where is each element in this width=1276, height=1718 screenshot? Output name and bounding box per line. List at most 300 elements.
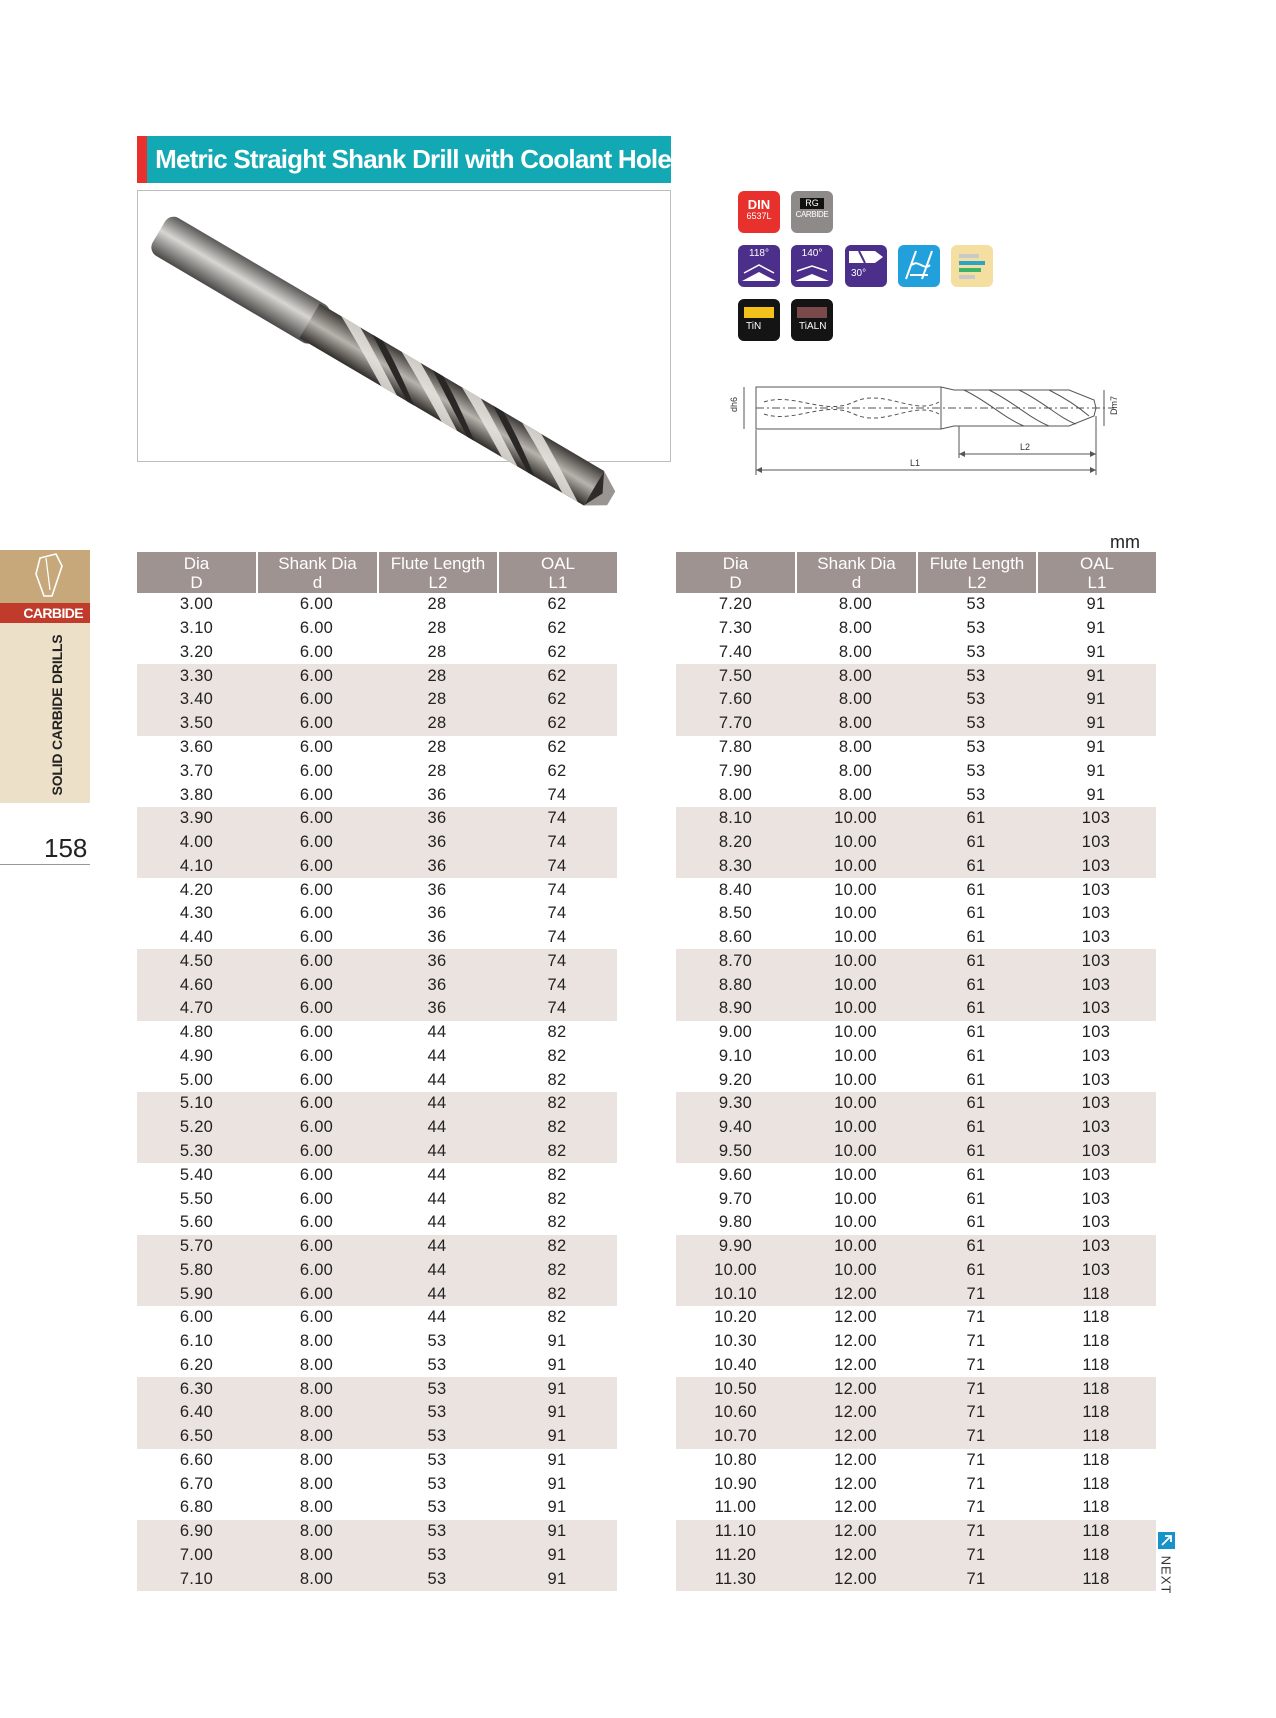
cell-shank-dia: 10.00 xyxy=(795,949,916,973)
cell-shank-dia: 10.00 xyxy=(834,1213,877,1232)
cell-oal: 82 xyxy=(497,1140,617,1164)
cell-flute-length: 44 xyxy=(427,1046,447,1065)
cell-shank-dia: 8.00 xyxy=(795,712,916,736)
table-row xyxy=(137,997,617,1021)
cell-flute-length: 53 xyxy=(427,1498,447,1517)
table-row xyxy=(137,1472,617,1496)
cell-dia: 4.80 xyxy=(179,1023,214,1042)
cell-flute-length: 71 xyxy=(916,1377,1036,1401)
table-row xyxy=(676,1021,1156,1045)
cell-oal: 91 xyxy=(497,1425,617,1449)
table-row xyxy=(137,1354,617,1378)
cell-shank-dia: 6.00 xyxy=(256,949,377,973)
cell-dia: 7.90 xyxy=(718,761,753,780)
cell-shank-dia: 8.00 xyxy=(838,619,873,638)
cell-flute-length: 44 xyxy=(427,1023,447,1042)
cell-oal: 103 xyxy=(1081,1165,1111,1184)
cell-dia: 6.90 xyxy=(137,1520,256,1544)
cell-dia: 3.00 xyxy=(179,595,214,614)
table-row xyxy=(676,1449,1156,1473)
cell-oal: 62 xyxy=(547,761,567,780)
cell-oal: 82 xyxy=(547,1213,567,1232)
cell-shank-dia: 6.00 xyxy=(299,642,334,661)
table-row xyxy=(676,1068,1156,1092)
cell-oal: 103 xyxy=(1036,854,1156,878)
cell-shank-dia: 10.00 xyxy=(795,1235,916,1259)
table-row xyxy=(137,1377,617,1401)
cell-flute-length: 44 xyxy=(427,1165,447,1184)
cell-flute-length: 44 xyxy=(427,1070,447,1089)
cell-dia: 3.10 xyxy=(179,619,214,638)
cell-oal: 62 xyxy=(497,664,617,688)
table-row xyxy=(676,807,1156,831)
cell-oal: 91 xyxy=(547,1332,567,1351)
product-photo-frame xyxy=(137,190,671,462)
cell-oal: 62 xyxy=(497,712,617,736)
header-shank-line2: d xyxy=(851,572,862,592)
cell-oal: 118 xyxy=(1082,1498,1110,1517)
cell-dia: 9.90 xyxy=(676,1235,795,1259)
cell-oal: 82 xyxy=(547,1023,567,1042)
cell-shank-dia: 10.00 xyxy=(834,1165,877,1184)
cell-flute-length: 71 xyxy=(916,1520,1036,1544)
cell-flute-length: 71 xyxy=(916,1401,1036,1425)
cell-shank-dia: 6.00 xyxy=(256,997,377,1021)
cell-dia: 3.40 xyxy=(137,688,256,712)
cell-dia: 7.70 xyxy=(676,712,795,736)
cell-shank-dia: 12.00 xyxy=(834,1450,877,1469)
cell-shank-dia: 6.00 xyxy=(299,904,334,923)
point-angle-140-icon xyxy=(791,245,833,287)
cell-shank-dia: 6.00 xyxy=(256,973,377,997)
cell-dia: 8.70 xyxy=(676,949,795,973)
cell-oal: 74 xyxy=(547,928,567,947)
header-oal-line2: L1 xyxy=(1087,572,1107,592)
cell-shank-dia: 10.00 xyxy=(795,973,916,997)
cell-oal: 74 xyxy=(497,831,617,855)
cell-dia: 4.70 xyxy=(137,997,256,1021)
cell-flute-length: 28 xyxy=(427,737,447,756)
table-row xyxy=(676,1140,1156,1164)
cell-shank-dia: 6.00 xyxy=(256,831,377,855)
cell-shank-dia: 8.00 xyxy=(838,761,873,780)
helix-shape xyxy=(845,245,887,265)
cell-dia: 3.50 xyxy=(137,712,256,736)
page-number: 158 xyxy=(44,833,88,863)
cell-flute-length: 61 xyxy=(966,904,986,923)
cell-oal: 82 xyxy=(547,1189,567,1208)
cell-shank-dia: 8.00 xyxy=(256,1520,377,1544)
cell-flute-length: 71 xyxy=(966,1450,986,1469)
cell-shank-dia: 12.00 xyxy=(834,1308,877,1327)
cell-flute-length: 53 xyxy=(966,785,986,804)
cell-shank-dia: 12.00 xyxy=(795,1567,916,1591)
cell-flute-length: 71 xyxy=(916,1425,1036,1449)
page-title: Metric Straight Shank Drill with Coolant Hole xyxy=(155,144,671,174)
cell-dia: 6.80 xyxy=(179,1498,214,1517)
cell-dia: 5.90 xyxy=(137,1282,256,1306)
cell-oal: 91 xyxy=(1036,664,1156,688)
cell-shank-dia: 6.00 xyxy=(256,1258,377,1282)
cell-shank-dia: 8.00 xyxy=(838,595,873,614)
cell-shank-dia: 10.00 xyxy=(795,1258,916,1282)
cell-flute-length: 61 xyxy=(916,807,1036,831)
cell-oal: 82 xyxy=(547,1165,567,1184)
table-row xyxy=(676,593,1156,617)
cell-flute-length: 44 xyxy=(377,1235,497,1259)
din-badge-line1: DIN xyxy=(747,197,771,212)
cell-shank-dia: 6.00 xyxy=(256,712,377,736)
cell-flute-length: 36 xyxy=(377,854,497,878)
table-row xyxy=(676,1163,1156,1187)
cell-shank-dia: 12.00 xyxy=(795,1377,916,1401)
table-row xyxy=(137,1496,617,1520)
table-row xyxy=(676,1520,1156,1544)
cell-shank-dia: 8.00 xyxy=(299,1332,334,1351)
cell-oal: 91 xyxy=(1036,688,1156,712)
cell-shank-dia: 6.00 xyxy=(256,854,377,878)
table-row xyxy=(676,973,1156,997)
tin-color-swatch xyxy=(744,307,774,318)
table-row xyxy=(676,1258,1156,1282)
cell-flute-length: 53 xyxy=(966,642,986,661)
table-row xyxy=(137,926,617,950)
header-dia xyxy=(676,552,795,593)
cell-dia: 7.50 xyxy=(676,664,795,688)
cell-flute-length: 53 xyxy=(916,688,1036,712)
cell-dia: 10.40 xyxy=(714,1355,757,1374)
cell-dia: 6.60 xyxy=(179,1450,214,1469)
cell-oal: 118 xyxy=(1082,1308,1110,1327)
cell-oal: 103 xyxy=(1036,949,1156,973)
table-row xyxy=(137,1449,617,1473)
cell-flute-length: 61 xyxy=(916,973,1036,997)
cell-oal: 91 xyxy=(1086,595,1106,614)
cell-shank-dia: 8.00 xyxy=(299,1474,334,1493)
cell-oal: 74 xyxy=(497,997,617,1021)
table-row xyxy=(676,688,1156,712)
cell-flute-length: 44 xyxy=(427,1189,447,1208)
cell-dia: 8.50 xyxy=(718,904,753,923)
cell-oal: 103 xyxy=(1036,1140,1156,1164)
diameter-label: Dm7 xyxy=(1109,395,1119,415)
cell-flute-length: 28 xyxy=(377,664,497,688)
header-oal-line1: OAL xyxy=(540,553,576,573)
cell-dia: 9.30 xyxy=(676,1092,795,1116)
cell-shank-dia: 6.00 xyxy=(256,1116,377,1140)
cell-dia: 7.00 xyxy=(137,1544,256,1568)
table-row xyxy=(137,1330,617,1354)
table-row xyxy=(676,1567,1156,1591)
cell-flute-length: 28 xyxy=(427,619,447,638)
cell-flute-length: 71 xyxy=(916,1567,1036,1591)
cell-dia: 11.00 xyxy=(714,1498,757,1517)
cell-shank-dia: 6.00 xyxy=(299,619,334,638)
table-row xyxy=(676,736,1156,760)
cell-flute-length: 61 xyxy=(966,1070,986,1089)
table-row xyxy=(676,1472,1156,1496)
cell-shank-dia: 10.00 xyxy=(795,807,916,831)
cell-dia: 9.50 xyxy=(676,1140,795,1164)
title-bar xyxy=(137,136,671,183)
cell-shank-dia: 8.00 xyxy=(256,1377,377,1401)
cell-dia: 4.10 xyxy=(137,854,256,878)
cell-oal: 82 xyxy=(497,1235,617,1259)
cell-shank-dia: 6.00 xyxy=(299,1308,334,1327)
cell-shank-dia: 10.00 xyxy=(795,1092,916,1116)
table-row xyxy=(676,1425,1156,1449)
cell-dia: 5.00 xyxy=(179,1070,214,1089)
table-row xyxy=(676,1282,1156,1306)
cell-dia: 11.10 xyxy=(676,1520,795,1544)
point-angle-118-icon xyxy=(738,245,780,287)
cell-oal: 91 xyxy=(497,1544,617,1568)
rg-badge-line2: CARBIDE xyxy=(795,210,829,219)
cell-dia: 4.60 xyxy=(137,973,256,997)
cell-dia: 6.00 xyxy=(179,1308,214,1327)
cell-shank-dia: 8.00 xyxy=(795,688,916,712)
cell-dia: 10.10 xyxy=(676,1282,795,1306)
header-oal xyxy=(497,552,617,593)
cell-dia: 10.80 xyxy=(714,1450,757,1469)
spec-table-left xyxy=(137,552,617,1591)
cell-shank-dia: 12.00 xyxy=(834,1355,877,1374)
cell-shank-dia: 10.00 xyxy=(795,854,916,878)
cell-dia: 7.40 xyxy=(718,642,753,661)
cell-dia: 7.60 xyxy=(676,688,795,712)
table-row xyxy=(676,1306,1156,1330)
cell-dia: 7.10 xyxy=(137,1567,256,1591)
cell-dia: 8.10 xyxy=(676,807,795,831)
table-row xyxy=(137,973,617,997)
table-body-left xyxy=(137,593,617,1591)
cell-oal: 62 xyxy=(547,595,567,614)
cell-shank-dia: 10.00 xyxy=(795,997,916,1021)
cell-oal: 91 xyxy=(497,1567,617,1591)
side-tab-carbide-label: CARBIDE xyxy=(0,603,90,623)
cell-flute-length: 61 xyxy=(916,1140,1036,1164)
table-row xyxy=(676,902,1156,926)
cell-flute-length: 61 xyxy=(966,1165,986,1184)
cell-shank-dia: 6.00 xyxy=(299,1070,334,1089)
cell-oal: 103 xyxy=(1081,1213,1111,1232)
cell-shank-dia: 6.00 xyxy=(256,664,377,688)
table-row xyxy=(676,664,1156,688)
cell-oal: 91 xyxy=(497,1377,617,1401)
cell-dia: 3.80 xyxy=(179,785,214,804)
cell-flute-length: 44 xyxy=(377,1092,497,1116)
cell-flute-length: 36 xyxy=(377,807,497,831)
drill-technical-drawing xyxy=(724,370,1119,476)
header-flute-line1: Flute Length xyxy=(929,553,1025,573)
cell-oal: 82 xyxy=(547,1046,567,1065)
table-row xyxy=(137,1520,617,1544)
cell-oal: 118 xyxy=(1082,1450,1110,1469)
helix-angle-30-icon xyxy=(845,245,887,287)
cell-shank-dia: 6.00 xyxy=(299,1165,334,1184)
table-header-row xyxy=(676,552,1156,593)
cell-oal: 118 xyxy=(1082,1355,1110,1374)
cell-flute-length: 61 xyxy=(916,949,1036,973)
table-row xyxy=(137,1140,617,1164)
table-row xyxy=(676,1354,1156,1378)
cell-oal: 103 xyxy=(1081,1023,1111,1042)
point-140-shape xyxy=(791,259,833,283)
cell-shank-dia: 6.00 xyxy=(299,737,334,756)
cell-dia: 10.70 xyxy=(676,1425,795,1449)
header-flute-length xyxy=(916,552,1036,593)
cell-flute-length: 28 xyxy=(377,688,497,712)
cell-dia: 6.70 xyxy=(179,1474,214,1493)
cell-flute-length: 36 xyxy=(427,928,447,947)
cell-shank-dia: 10.00 xyxy=(795,831,916,855)
cell-oal: 91 xyxy=(547,1450,567,1469)
table-row xyxy=(137,831,617,855)
cell-oal: 118 xyxy=(1036,1520,1156,1544)
table-row xyxy=(676,1187,1156,1211)
cell-flute-length: 53 xyxy=(377,1425,497,1449)
table-row xyxy=(676,926,1156,950)
table-row xyxy=(676,712,1156,736)
table-row xyxy=(676,854,1156,878)
cell-flute-length: 53 xyxy=(966,619,986,638)
cell-dia: 10.90 xyxy=(714,1474,757,1493)
header-dia-line1: Dia xyxy=(722,553,749,573)
cell-oal: 103 xyxy=(1036,831,1156,855)
cell-flute-length: 36 xyxy=(427,785,447,804)
cell-oal: 118 xyxy=(1082,1474,1110,1493)
cell-flute-length: 61 xyxy=(916,1235,1036,1259)
header-shank-line1: Shank Dia xyxy=(278,553,357,573)
rg-badge-line1: RG xyxy=(800,198,824,209)
cell-flute-length: 71 xyxy=(916,1282,1036,1306)
header-oal xyxy=(1036,552,1156,593)
cell-dia: 8.80 xyxy=(676,973,795,997)
cell-shank-dia: 6.00 xyxy=(299,928,334,947)
table-row xyxy=(137,1211,617,1235)
header-dia-line1: Dia xyxy=(183,553,210,573)
cell-shank-dia: 10.00 xyxy=(834,880,877,899)
cell-oal: 91 xyxy=(547,1355,567,1374)
cell-dia: 9.00 xyxy=(718,1023,753,1042)
table-row xyxy=(137,1021,617,1045)
cell-dia: 8.30 xyxy=(676,854,795,878)
cell-dia: 7.20 xyxy=(718,595,753,614)
cell-shank-dia: 10.00 xyxy=(834,1046,877,1065)
cell-flute-length: 71 xyxy=(966,1498,986,1517)
cell-flute-length: 28 xyxy=(427,595,447,614)
cell-flute-length: 61 xyxy=(916,854,1036,878)
table-row xyxy=(137,807,617,831)
cell-oal: 103 xyxy=(1081,1046,1111,1065)
cell-flute-length: 44 xyxy=(427,1308,447,1327)
cell-dia: 5.70 xyxy=(137,1235,256,1259)
cell-oal: 118 xyxy=(1082,1332,1110,1351)
cell-shank-dia: 12.00 xyxy=(795,1544,916,1568)
cell-flute-length: 28 xyxy=(427,761,447,780)
cell-shank-dia: 8.00 xyxy=(838,642,873,661)
cell-shank-dia: 10.00 xyxy=(795,1116,916,1140)
cell-shank-dia: 10.00 xyxy=(834,1023,877,1042)
cell-flute-length: 53 xyxy=(916,712,1036,736)
page-number-rule xyxy=(0,864,90,865)
cell-dia: 3.60 xyxy=(179,737,214,756)
cell-shank-dia: 6.00 xyxy=(256,807,377,831)
cell-flute-length: 61 xyxy=(966,928,986,947)
cell-dia: 9.20 xyxy=(718,1070,753,1089)
cell-flute-length: 53 xyxy=(966,737,986,756)
table-row xyxy=(676,1045,1156,1069)
cell-oal: 103 xyxy=(1081,1189,1111,1208)
header-oal-line1: OAL xyxy=(1079,553,1115,573)
cell-shank-dia: 10.00 xyxy=(795,1140,916,1164)
cell-dia: 9.70 xyxy=(718,1189,753,1208)
cell-dia: 8.60 xyxy=(718,928,753,947)
cell-dia: 6.50 xyxy=(137,1425,256,1449)
cell-oal: 118 xyxy=(1036,1544,1156,1568)
cell-flute-length: 61 xyxy=(966,1023,986,1042)
cell-dia: 4.40 xyxy=(179,928,214,947)
cell-oal: 103 xyxy=(1081,904,1111,923)
table-row xyxy=(676,949,1156,973)
angle-140-label: 140° xyxy=(801,248,823,259)
cell-dia: 5.30 xyxy=(137,1140,256,1164)
cell-flute-length: 44 xyxy=(377,1140,497,1164)
table-header-row xyxy=(137,552,617,593)
next-arrow-icon[interactable] xyxy=(1158,1532,1175,1549)
cell-flute-length: 53 xyxy=(377,1377,497,1401)
header-flute-line1: Flute Length xyxy=(390,553,486,573)
cell-flute-length: 61 xyxy=(966,1189,986,1208)
cell-shank-dia: 6.00 xyxy=(256,688,377,712)
table-row xyxy=(676,997,1156,1021)
cell-oal: 74 xyxy=(497,807,617,831)
cell-dia: 7.30 xyxy=(718,619,753,638)
cell-shank-dia: 8.00 xyxy=(299,1355,334,1374)
cell-flute-length: 36 xyxy=(427,904,447,923)
cell-flute-length: 36 xyxy=(377,831,497,855)
table-row xyxy=(137,1163,617,1187)
cell-flute-length: 36 xyxy=(377,973,497,997)
cell-dia: 10.20 xyxy=(714,1308,757,1327)
cell-flute-length: 71 xyxy=(966,1474,986,1493)
cell-flute-length: 53 xyxy=(916,664,1036,688)
table-row xyxy=(676,1330,1156,1354)
table-row xyxy=(137,949,617,973)
cell-dia: 3.70 xyxy=(179,761,214,780)
cell-dia: 4.20 xyxy=(179,880,214,899)
cell-dia: 4.90 xyxy=(179,1046,214,1065)
cell-flute-length: 36 xyxy=(377,949,497,973)
cell-flute-length: 61 xyxy=(916,1092,1036,1116)
table-row xyxy=(676,1211,1156,1235)
cell-oal: 118 xyxy=(1036,1401,1156,1425)
point-118-shape xyxy=(738,259,780,283)
cell-oal: 103 xyxy=(1081,880,1111,899)
drill-tip-icon xyxy=(0,550,90,606)
spec-table-right xyxy=(676,552,1156,1591)
cell-flute-length: 36 xyxy=(377,997,497,1021)
cell-dia: 5.50 xyxy=(179,1189,214,1208)
cell-oal: 103 xyxy=(1036,1258,1156,1282)
cell-dia: 5.10 xyxy=(137,1092,256,1116)
next-label[interactable]: NEXT xyxy=(1158,1555,1174,1595)
cell-oal: 103 xyxy=(1036,997,1156,1021)
cell-shank-dia: 8.00 xyxy=(256,1567,377,1591)
cell-flute-length: 44 xyxy=(377,1282,497,1306)
cell-shank-dia: 12.00 xyxy=(834,1474,877,1493)
cell-flute-length: 61 xyxy=(916,1258,1036,1282)
